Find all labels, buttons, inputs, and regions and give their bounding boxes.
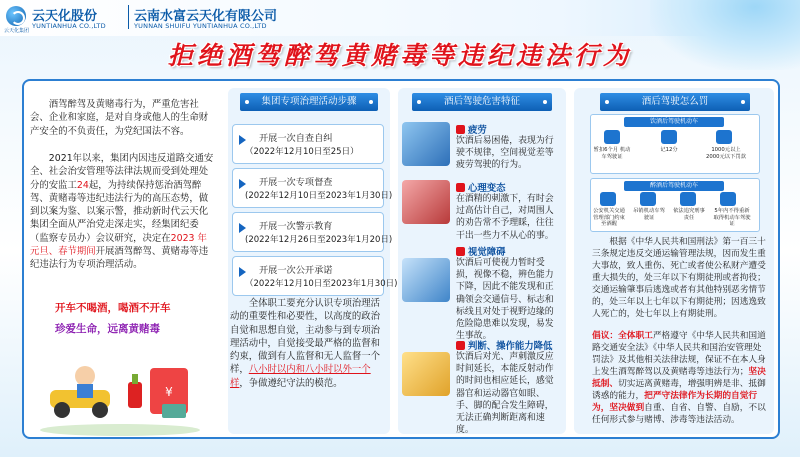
hazard-item: 视觉障碍 饮酒后可使视力暂时受损，视像不稳，辨色能力下降，因此不能发现和正确领会交通信号、标志和标线且对处于视野边缘的危险隐患难以发现，易发生事故。 bbox=[400, 244, 564, 324]
penalties-title: 酒后驾驶怎么罚 bbox=[600, 93, 750, 111]
penalty-group-drinking: 饮酒后驾驶机动车 bbox=[590, 114, 760, 174]
slogan-drink-drive: 开车不喝酒，喝酒不开车 bbox=[55, 302, 171, 314]
hazards-title: 酒后驾驶危害特征 bbox=[412, 93, 552, 111]
company-name: 云南水富云天化有限公司 bbox=[134, 9, 278, 24]
campaign-period: 2023 年元旦、春节期间 bbox=[30, 232, 207, 258]
slogan-cherish-life: 珍爱生命，远离黄赌毒 bbox=[55, 323, 160, 335]
handcuff-icon bbox=[680, 192, 696, 206]
page-title: 拒绝酒驾醉驾黄赌毒等违纪违法行为 bbox=[167, 41, 632, 70]
hazard-item: 心理变态 在酒精的刺激下，有时会过高估计自己，对周围人的劝告常不予理睬，往往干出一些力不从心的事。 bbox=[400, 180, 564, 240]
arrow-icon bbox=[239, 267, 246, 277]
brand-name-en: YUNTIANHUA CO.,LTD bbox=[32, 22, 106, 30]
accident-icon bbox=[402, 352, 450, 396]
arrow-icon bbox=[239, 135, 246, 145]
steps-title: 集团专项治理活动步骤 bbox=[240, 93, 378, 111]
header-divider bbox=[128, 5, 129, 29]
brand-name: 云天化股份 bbox=[32, 9, 98, 24]
step-item: 开展一次公开承诺 （2022年12月10日至2023年1月30日) bbox=[232, 256, 384, 296]
car-crash-icon bbox=[402, 258, 450, 302]
license-icon bbox=[604, 130, 620, 144]
hazard-item: 判断、操作能力降低 饮酒后对光、声刺激反应时间延长，本能反射动作的时间也相应延长，感觉器官和运动器官如眼、手、脚的配合发生障碍，无法正确判断距离和速度。 bbox=[400, 338, 564, 430]
cartoon-illustration bbox=[30, 338, 210, 438]
proposal-paragraph: 倡议：全体职工严格遵守《中华人民共和国道路交通安全法》《中华人民共和国治安管理处罚法》及其他相关法律法规，保证不在本人身上发生酒驾醉驾以及黄赌毒等违法行为；坚决抵制、切实远离黄赌毒，增强明辨是非、抵御诱惑的能力，把严守法律作为长期的自觉行为，坚决做到自重、自省、自警、自励，不以任何形式参与赌博、涉毒等违法活动。 bbox=[592, 331, 766, 425]
logo-icon bbox=[6, 6, 26, 26]
logo-caption: 云天化集团 bbox=[4, 28, 30, 34]
arrow-icon bbox=[239, 179, 246, 189]
revoke-icon bbox=[640, 192, 656, 206]
hazard-item: 疲劳 饮酒后易困倦，表现为行驶不规律，空间视觉差等疲劳驾驶的行为。 bbox=[400, 122, 564, 178]
drunk-driver-icon bbox=[402, 180, 450, 224]
driver-tired-icon bbox=[402, 122, 450, 166]
ban-icon bbox=[720, 192, 736, 206]
steps-note: 全体职工要充分认识专项治理活动的重要性和必要性，以高度的政治自觉和思想自觉，主动参与到专项治理活动中，自觉接受最严格的监督和约束，做到有人监督和无人监督一个样，八小时以内和八小时以外一个样，争做遵纪守法的模范。 bbox=[230, 298, 381, 389]
intro-paragraph-1: 酒驾醉驾及黄赌毒行为，严重危害社会、企业和家庭，是对自身或他人的生命财产安全的不负责任，为党纪国法不容。 bbox=[30, 99, 209, 137]
fine-icon bbox=[716, 130, 732, 144]
svg-text:¥: ¥ bbox=[165, 385, 173, 399]
company-name-en: YUNNAN SHUIFU YUNTIANHUA CO.,LTD bbox=[134, 22, 267, 30]
police-icon bbox=[600, 192, 616, 206]
step-item: 开展一次专项督查 (2022年12月10日至2023年1月30日) bbox=[232, 168, 384, 208]
penalty-group-drunk: 醉酒后驾驶机动车 bbox=[590, 178, 760, 232]
step-item: 开展一次警示教育 (2022年12月26日至2023年1月20日) bbox=[232, 212, 384, 252]
points-icon bbox=[661, 130, 677, 144]
criminal-law-clause: 根据《中华人民共和国刑法》第一百三十三条规定违反交通运输管理法规，因而发生重大事故，致人重伤、死亡或者使公私财产遭受重大损失的，处三年以下有期徒刑或者拘役；交通运输肇事后逃逸或者有其他特别恶劣情节的，处三年以上七年以下有期徒刑；因逃逸致人死亡的，处七年以上有期徒刑。 bbox=[592, 237, 766, 319]
arrow-icon bbox=[239, 223, 246, 233]
step-item: 开展一次自查自纠 （2022年12月10日至25日） bbox=[232, 124, 384, 164]
case-count: 24 bbox=[76, 179, 89, 191]
intro-paragraph-2: 2021年以来，集团内因违反道路交通安全、社会治安管理等法律法规而受到处理处分的安监工24起，为持续保持惩治酒驾醉驾、黄赌毒等违纪违法行为的高压态势，做到以案为鉴、以案示警，推动新时代云天化集团全面从严治党走深走实，经集团纪委（监察专员办）会议研究，决定在2023 年元旦、春节期间开展酒驾醉驾、黄赌毒等违纪违法行为专项治理活动。 bbox=[30, 153, 214, 271]
